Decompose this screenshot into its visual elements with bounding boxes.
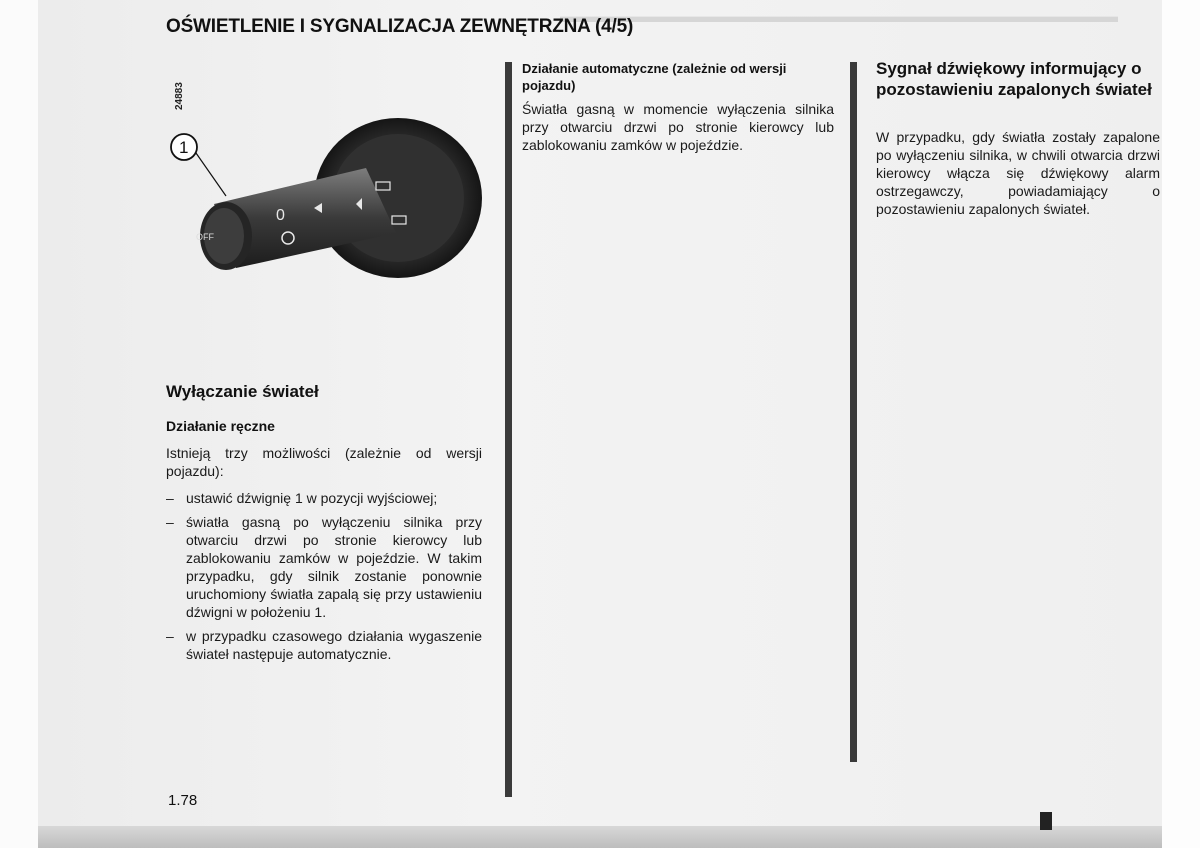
list-dash: – <box>166 490 174 506</box>
switch-off-marking: OFF <box>196 232 214 242</box>
options-list <box>166 489 482 669</box>
book-bottom-edge <box>38 826 1162 848</box>
show-through-title: ▬▬▬▬▬▬▬▬▬▬▬▬▬▬▬▬▬▬▬▬▬▬▬▬▬▬▬▬▬▬▬ <box>560 6 1118 26</box>
automatic-paragraph: Światła gasną w momencie wyłączenia silnika przy otwarciu drzwi po stronie kierowcy lub zablokowaniu zamków w pojeździe. <box>522 101 834 153</box>
callout-number: 1 <box>179 138 189 157</box>
switch-zero-marking: 0 <box>276 207 285 224</box>
intro-paragraph: Istnieją trzy możliwości (zależnie od wersji pojazdu): <box>166 445 482 479</box>
section-heading-warning-buzzer: Sygnał dźwiękowy informujący o pozostawieniu zapalonych świateł <box>876 59 1152 99</box>
print-mark <box>1040 812 1052 830</box>
list-item: – w przypadku czasowego działania wygaszenie świateł następuje automatycznie. <box>166 628 482 662</box>
callout-leader <box>196 153 226 196</box>
page-title: OŚWIETLENIE I SYGNALIZACJA ZEWNĘTRZNA (4/5) <box>166 16 634 37</box>
warning-buzzer-paragraph: W przypadku, gdy światła zostały zapalone po wyłączeniu silnika, w chwili otwarcia drzwi kierowcy włącza się dźwiękowy alarm ostrzegawczy, powiadamiający o pozostawieniu zapalonych świateł. <box>876 129 1160 217</box>
page-number: 1.78 <box>168 792 198 809</box>
list-dash: – <box>166 628 174 644</box>
list-item: – światła gasną po wyłączeniu silnika przy otwarciu drzwi po stronie kierowcy lub zablokowaniu zamków w pojeździe. W takim przypadku, gdy silnik zostanie ponownie uruchomiony światła zapalą się przy ustawieniu dźwigni w położeniu 1. <box>166 514 482 620</box>
scan-left-margin <box>0 0 38 848</box>
light-switch-illustration <box>166 118 482 288</box>
column-rule-right <box>850 62 857 762</box>
list-item: – ustawić dźwignię 1 w pozycji wyjściowej; <box>166 490 438 506</box>
section-heading-switching-off: Wyłączanie świateł <box>166 382 319 401</box>
figure-code: 24883 <box>174 82 185 110</box>
subheading-manual: Działanie ręczne <box>166 418 275 434</box>
section-heading-automatic: Działanie automatyczne (zależnie od wersji pojazdu) <box>522 61 787 93</box>
list-dash: – <box>166 514 174 530</box>
scan-right-margin <box>1162 0 1200 848</box>
column-rule-left <box>505 62 512 797</box>
